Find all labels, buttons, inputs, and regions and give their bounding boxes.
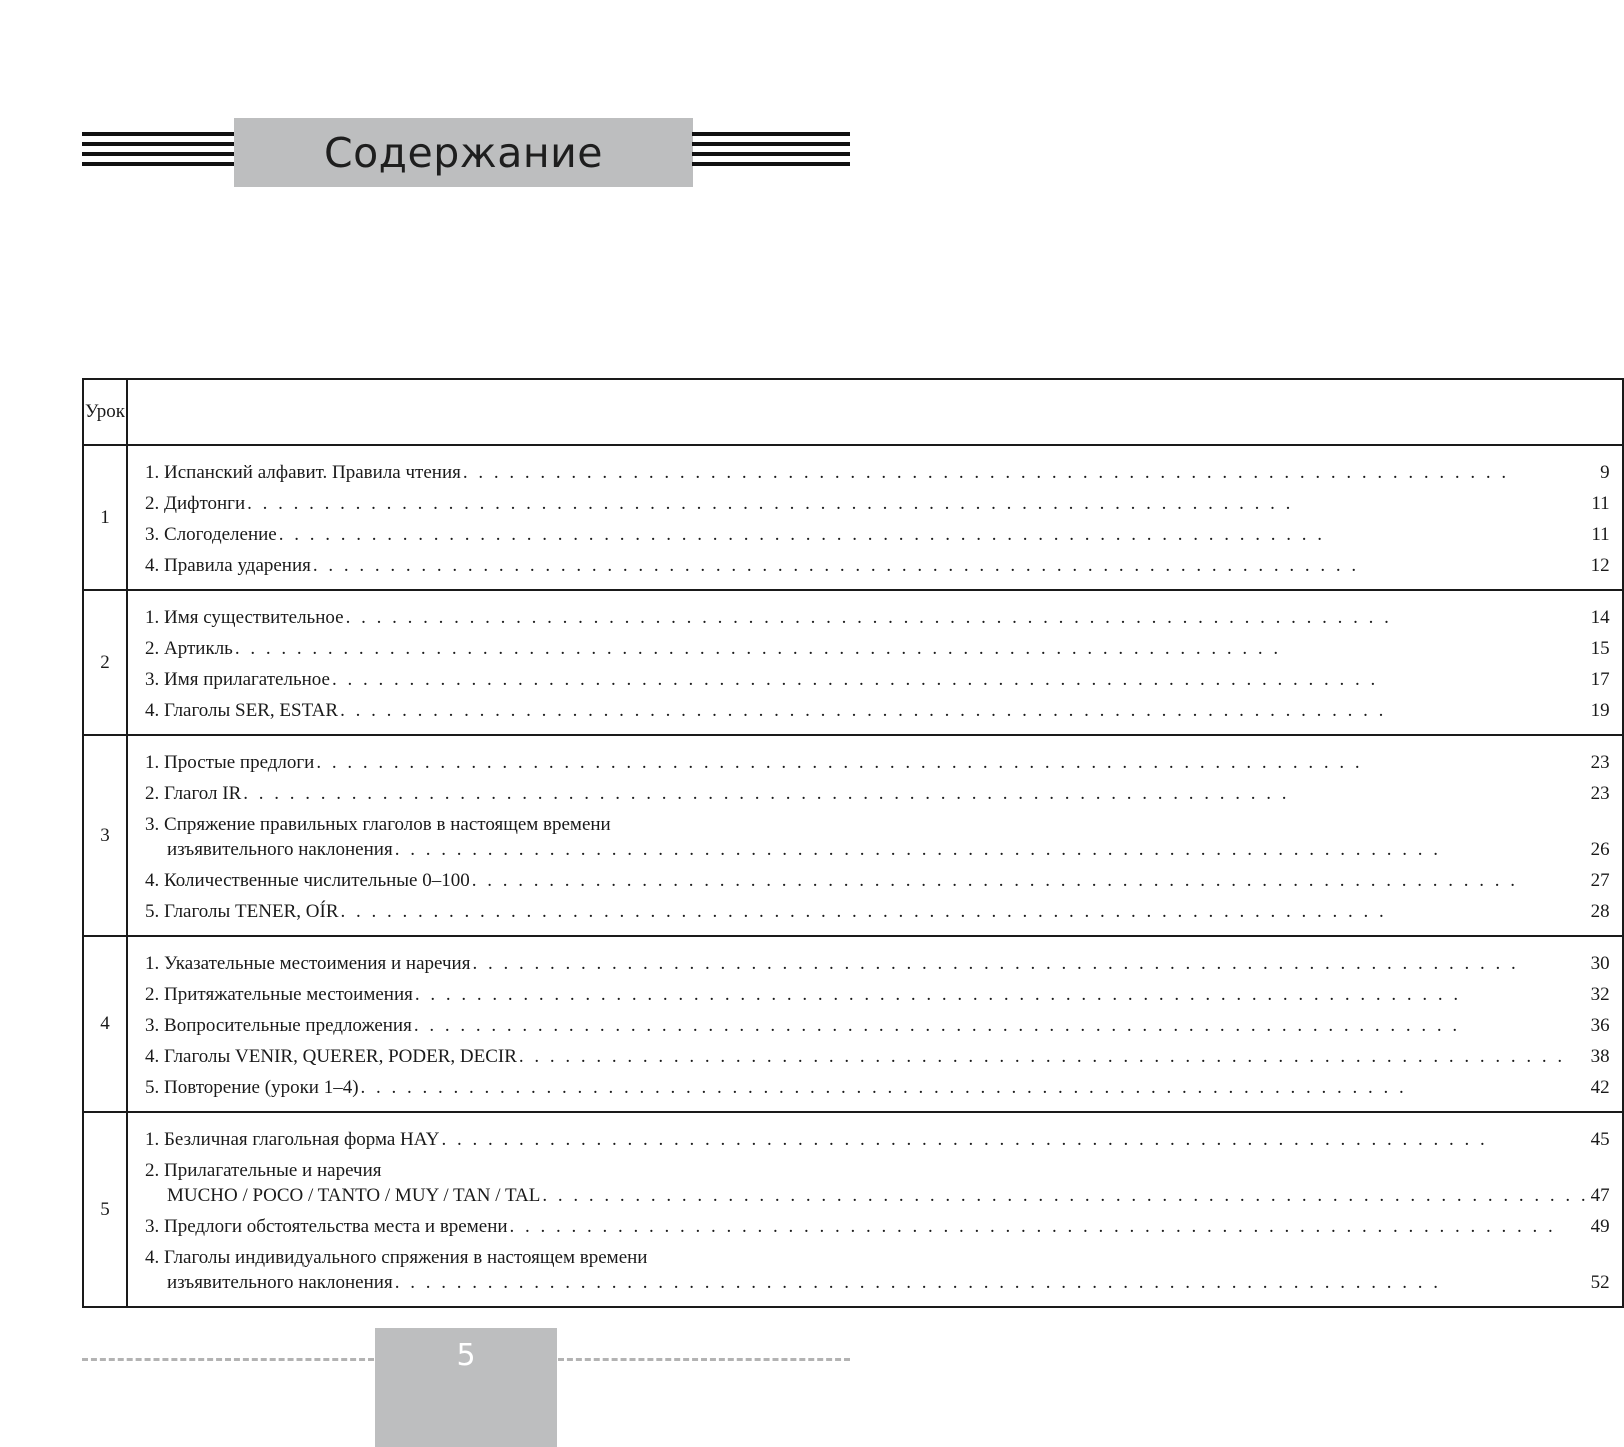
dot-leader: . . . . . . . . . . . . . . . . . . . . . . . . . . . . . . . . . . . . . . . . . . . . . . . . . . . . . . . . . . . . . . . . . . . . xyxy=(312,555,1360,576)
page-footer xyxy=(0,1328,986,1447)
dot-leader: . . . . . . . . . . . . . . . . . . . . . . . . . . . . . . . . . . . . . . . . . . . . . . . . . . . . . . . . . . . . . . . . . . . . xyxy=(278,524,1325,545)
toc-entry-page: 38 xyxy=(1590,1046,1610,1067)
lesson-row xyxy=(83,1112,1623,1307)
toc-entry-title: 3. Вопросительные предложения xyxy=(145,1015,412,1036)
toc-entry-title: 2. Притяжательные местоимения xyxy=(145,984,413,1005)
toc-entry-title-cont: MUCHO / POCO / TANTO / MUY / TAN / TAL xyxy=(167,1185,541,1206)
toc-entry-title: 3. Слогоделение xyxy=(145,524,277,545)
toc-entry[interactable] xyxy=(145,750,1610,775)
toc-entry[interactable] xyxy=(145,1013,1610,1038)
header-stripes-right xyxy=(692,132,850,172)
dot-leader: . . . . . . . . . . . . . . . . . . . . . . . . . . . . . . . . . . . . . . . . . . . . . . . . . . . . . . . . . . . . . . . . . . . . xyxy=(509,1216,1556,1237)
page-header xyxy=(82,118,850,187)
toc-entry-title: 2. Артикль xyxy=(145,638,233,659)
dot-leader: . . . . . . . . . . . . . . . . . . . . . . . . . . . . . . . . . . . . . . . . . . . . . . . . . . . . . . . . . . . . . . . . . . . . xyxy=(462,462,1510,483)
dot-leader: . . . . . . . . . . . . . . . . . . . . . . . . . . . . . . . . . . . . . . . . . . . . . . . . . . . . . . . . . . . . . . . . . . . . xyxy=(331,669,1379,690)
toc-header-row xyxy=(83,379,1623,445)
toc-entry-title: 2. Прилагательные и наречия xyxy=(145,1160,382,1181)
toc-entry-page: 36 xyxy=(1590,1015,1610,1036)
toc-entry-page: 42 xyxy=(1590,1077,1610,1098)
toc-entry[interactable] xyxy=(145,491,1610,516)
dot-leader: . . . . . . . . . . . . . . . . . . . . . . . . . . . . . . . . . . . . . . . . . . . . . . . . . . . . . . . . . . . . . . . . . . . . xyxy=(471,870,1518,891)
toc-entry-page: 19 xyxy=(1590,700,1610,721)
lesson-number: 3 xyxy=(83,735,127,936)
toc-entry[interactable] xyxy=(145,1158,1610,1208)
lesson-entries xyxy=(127,445,1623,590)
dot-leader: . . . . . . . . . . . . . . . . . . . . . . . . . . . . . . . . . . . . . . . . . . . . . . . . . . . . . . . . . . . . . . . . . . . . xyxy=(394,1272,1441,1293)
toc-table xyxy=(82,378,1624,1308)
dot-leader: . . . . . . . . . . . . . . . . . . . . . . . . . . . . . . . . . . . . . . . . . . . . . . . . . . . . . . . . . . . . . . . . . . . . xyxy=(247,493,1294,514)
toc-entry-page: 11 xyxy=(1591,524,1610,545)
toc-entry-title: 1. Простые предлоги xyxy=(145,752,315,773)
toc-entry-page: 26 xyxy=(1590,839,1610,860)
toc-entry-page: 47 xyxy=(1590,1185,1610,1206)
lesson-row xyxy=(83,445,1623,590)
dot-leader: . . . . . . . . . . . . . . . . . . . . . . . . . . . . . . . . . . . . . . . . . . . . . . . . . . . . . . . . . . . . . . . . . . . . xyxy=(472,953,1519,974)
lesson-entries xyxy=(127,735,1623,936)
toc-entry-title: 3. Спряжение правильных глаголов в настоящем времени xyxy=(145,814,611,835)
toc-header-empty xyxy=(127,379,1623,445)
toc-entry-title: 4. Глаголы SER, ESTAR xyxy=(145,700,339,721)
toc-entry[interactable] xyxy=(145,1245,1610,1295)
toc-entry-page: 27 xyxy=(1590,870,1610,891)
dot-leader: . . . . . . . . . . . . . . . . . . . . . . . . . . . . . . . . . . . . . . . . . . . . . . . . . . . . . . . . . . . . . . . . . . . . xyxy=(360,1077,1407,1098)
dot-leader: . . . . . . . . . . . . . . . . . . . . . . . . . . . . . . . . . . . . . . . . . . . . . . . . . . . . . . . . . . . . . . . . . . . . xyxy=(394,839,1441,860)
toc-entry[interactable] xyxy=(145,636,1610,661)
footer-dash-right xyxy=(558,1358,850,1361)
lesson-number: 2 xyxy=(83,590,127,735)
toc-entry[interactable] xyxy=(145,1214,1610,1239)
toc-entry-page: 28 xyxy=(1590,901,1610,922)
toc-entry-page: 14 xyxy=(1590,607,1610,628)
toc-entry-title: 4. Глаголы индивидуального спряжения в настоящем времени xyxy=(145,1247,648,1268)
page-number: 5 xyxy=(456,1338,476,1373)
toc-entry[interactable] xyxy=(145,553,1610,578)
dot-leader: . . . . . . . . . . . . . . . . . . . . . . . . . . . . . . . . . . . . . . . . . . . . . . . . . . . . . . . . . . . . . . . . . . . . xyxy=(316,752,1363,773)
toc-entry-page: 52 xyxy=(1590,1272,1610,1293)
dot-leader: . . . . . . . . . . . . . . . . . . . . . . . . . . . . . . . . . . . . . . . . . . . . . . . . . . . . . . . . . . . . . . . . . . . . xyxy=(340,700,1387,721)
lesson-number: 5 xyxy=(83,1112,127,1307)
toc-entry[interactable] xyxy=(145,522,1610,547)
lesson-entries xyxy=(127,1112,1623,1307)
toc-entry[interactable] xyxy=(145,1044,1610,1069)
toc-entry-page: 11 xyxy=(1591,493,1610,514)
toc-entry-title: 4. Количественные числительные 0–100 xyxy=(145,870,470,891)
toc-entry-page: 30 xyxy=(1590,953,1610,974)
toc-entry[interactable] xyxy=(145,1127,1610,1152)
toc-entry-title: 5. Повторение (уроки 1–4) xyxy=(145,1077,359,1098)
footer-dash-left xyxy=(82,1358,374,1361)
toc-entry[interactable] xyxy=(145,951,1610,976)
toc-entry-page: 49 xyxy=(1590,1216,1610,1237)
toc-entry-title-cont: изъявительного наклонения xyxy=(167,1272,393,1293)
toc-entry-page: 15 xyxy=(1590,638,1610,659)
toc-entry-title: 1. Указательные местоимения и наречия xyxy=(145,953,471,974)
dot-leader: . . . . . . . . . . . . . . . . . . . . . . . . . . . . . . . . . . . . . . . . . . . . . . . . . . . . . . . . . . . . . . . . . . . . xyxy=(518,1046,1566,1067)
page-title: Содержание xyxy=(323,128,604,177)
toc-entry[interactable] xyxy=(145,1075,1610,1100)
lesson-number: 1 xyxy=(83,445,127,590)
dot-leader: . . . . . . . . . . . . . . . . . . . . . . . . . . . . . . . . . . . . . . . . . . . . . . . . . . . . . . . . . . . . . . . . . . . . xyxy=(542,1185,1589,1206)
toc-entry-title: 1. Испанский алфавит. Правила чтения xyxy=(145,462,461,483)
lesson-column-header: Урок xyxy=(83,379,127,445)
toc-entry-page: 17 xyxy=(1590,669,1610,690)
lesson-row xyxy=(83,936,1623,1112)
toc-entry-page: 23 xyxy=(1590,783,1610,804)
toc-entry-title: 3. Имя прилагательное xyxy=(145,669,330,690)
page-number-box xyxy=(375,1328,557,1447)
dot-leader: . . . . . . . . . . . . . . . . . . . . . . . . . . . . . . . . . . . . . . . . . . . . . . . . . . . . . . . . . . . . . . . . . . . . xyxy=(234,638,1282,659)
toc-entry-title: 1. Безличная глагольная форма HAY xyxy=(145,1129,440,1150)
header-stripes-left xyxy=(82,132,234,172)
toc-entry[interactable] xyxy=(145,698,1610,723)
toc-entry-title: 1. Имя существительное xyxy=(145,607,344,628)
lesson-row xyxy=(83,735,1623,936)
toc-entry[interactable] xyxy=(145,868,1610,893)
toc-entry-title: 2. Глагол IR xyxy=(145,783,242,804)
toc-entry-title: 5. Глаголы TENER, OÍR xyxy=(145,901,339,922)
dot-leader: . . . . . . . . . . . . . . . . . . . . . . . . . . . . . . . . . . . . . . . . . . . . . . . . . . . . . . . . . . . . . . . . . . . . xyxy=(345,607,1392,628)
toc-entry[interactable] xyxy=(145,781,1610,806)
toc-entry-title: 4. Правила ударения xyxy=(145,555,311,576)
toc-entry-title: 4. Глаголы VENIR, QUERER, PODER, DECIR xyxy=(145,1046,517,1067)
dot-leader: . . . . . . . . . . . . . . . . . . . . . . . . . . . . . . . . . . . . . . . . . . . . . . . . . . . . . . . . . . . . . . . . . . . . xyxy=(441,1129,1488,1150)
dot-leader: . . . . . . . . . . . . . . . . . . . . . . . . . . . . . . . . . . . . . . . . . . . . . . . . . . . . . . . . . . . . . . . . . . . . xyxy=(243,783,1290,804)
toc-entry[interactable] xyxy=(145,460,1610,485)
toc-entry[interactable] xyxy=(145,605,1610,630)
toc-entry[interactable] xyxy=(145,899,1610,924)
lesson-entries xyxy=(127,936,1623,1112)
toc-entry-page: 45 xyxy=(1590,1129,1610,1150)
title-box xyxy=(234,118,693,187)
dot-leader: . . . . . . . . . . . . . . . . . . . . . . . . . . . . . . . . . . . . . . . . . . . . . . . . . . . . . . . . . . . . . . . . . . . . xyxy=(414,984,1462,1005)
toc-entry-page: 32 xyxy=(1590,984,1610,1005)
dot-leader: . . . . . . . . . . . . . . . . . . . . . . . . . . . . . . . . . . . . . . . . . . . . . . . . . . . . . . . . . . . . . . . . . . . . xyxy=(413,1015,1461,1036)
toc-entry-title: 3. Предлоги обстоятельства места и времени xyxy=(145,1216,508,1237)
toc-entry[interactable] xyxy=(145,982,1610,1007)
lesson-number: 4 xyxy=(83,936,127,1112)
toc-entry-page: 23 xyxy=(1590,752,1610,773)
dot-leader: . . . . . . . . . . . . . . . . . . . . . . . . . . . . . . . . . . . . . . . . . . . . . . . . . . . . . . . . . . . . . . . . . . . . xyxy=(340,901,1387,922)
toc-entry[interactable] xyxy=(145,812,1610,862)
toc-entry[interactable] xyxy=(145,667,1610,692)
toc-entry-title-cont: изъявительного наклонения xyxy=(167,839,393,860)
lesson-entries xyxy=(127,590,1623,735)
toc-entry-page: 9 xyxy=(1600,462,1610,483)
toc-entry-title: 2. Дифтонги xyxy=(145,493,246,514)
toc-entry-page: 12 xyxy=(1590,555,1610,576)
lesson-row xyxy=(83,590,1623,735)
